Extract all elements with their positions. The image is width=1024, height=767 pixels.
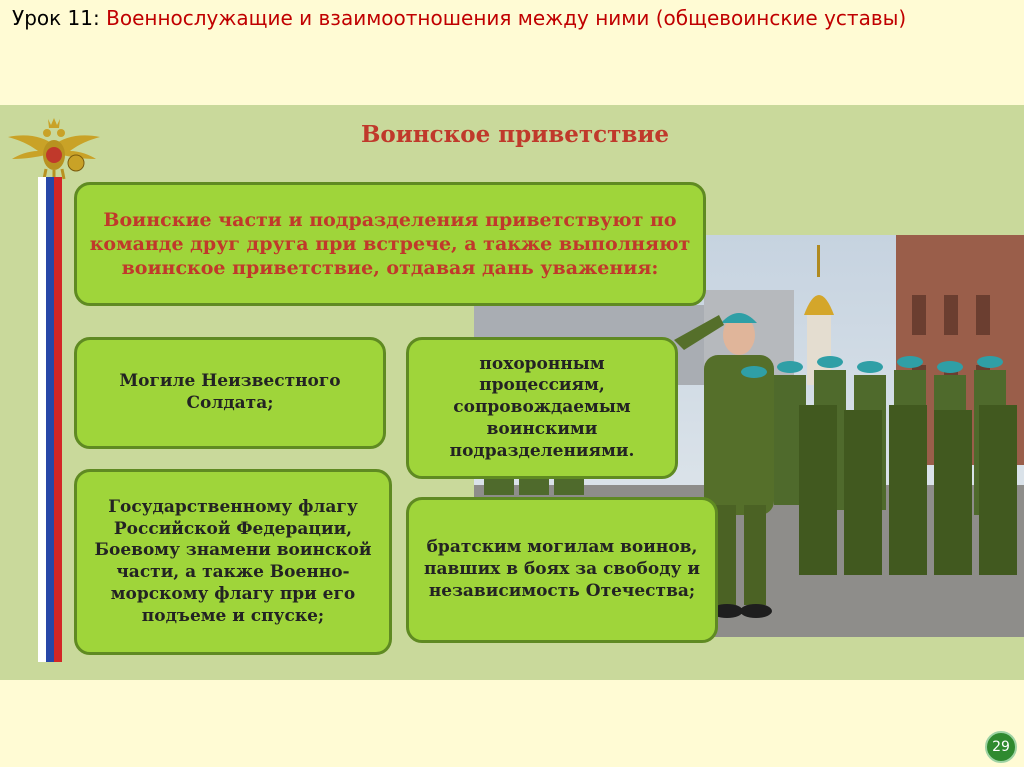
page-number: 29: [992, 739, 1010, 755]
item-box-mass-graves: [406, 497, 718, 643]
slide-panel: [0, 105, 1024, 680]
item-box-state-flag: [74, 469, 392, 655]
slide-heading: Воинское приветствие: [360, 121, 670, 148]
page-number-badge: [985, 731, 1017, 763]
item-text: Государственному флагу Российской Федерации, Боевому знамени воинской части, а также Военно-морскому флагу при его подъеме и спуске;: [94, 496, 372, 626]
intro-statement-box: [74, 182, 706, 306]
item-box-unknown-soldier: [74, 337, 386, 449]
item-text: Могиле Неизвестного Солдата;: [119, 371, 341, 413]
double-headed-eagle-emblem-icon: [4, 111, 104, 181]
title-separator: :: [93, 6, 107, 30]
russian-flag-stripe: [38, 177, 62, 662]
item-text: братским могилам воинов, павших в боях за свободу и независимость Отечества;: [424, 537, 700, 601]
lesson-title: Военнослужащие и взаимоотношения между ними (общевоинские уставы): [106, 6, 907, 30]
slide-title: [12, 6, 1012, 30]
intro-statement: Воинские части и подразделения приветствуют по команде друг друга при встрече, а также выполняют воинское приветствие, отдавая дань уважения:: [89, 208, 691, 280]
lesson-label: Урок 11: [12, 6, 94, 30]
item-text: похоронным процессиям, сопровождаемым воинскими подразделениями.: [449, 353, 635, 461]
item-box-funeral-processions: [406, 337, 678, 479]
